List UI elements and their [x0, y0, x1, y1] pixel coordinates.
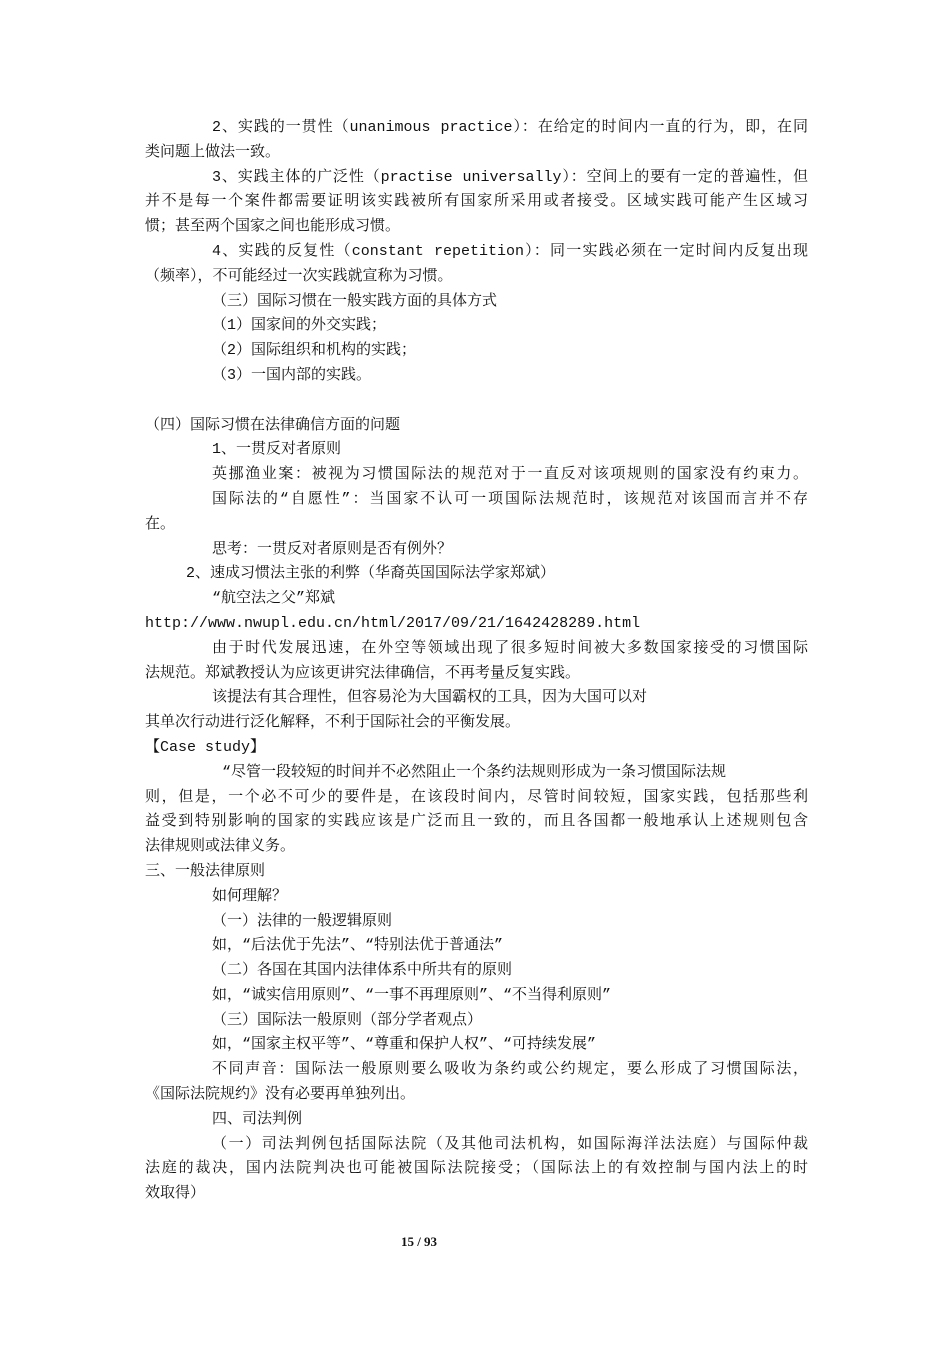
text-line: 2、实践的一贯性（unanimous practice）：在给定的时间内一直的行为，即，在同 [212, 119, 808, 136]
text-line: 由于时代发展迅速，在外空等领域出现了很多短时间被大多数国家接受的习惯国际 [212, 639, 808, 657]
text-line: 效取得） [145, 1185, 206, 1203]
list-item: （1）国家间的外交实践； [212, 317, 387, 335]
text-line: 不同声音：国际法一般原则要么吸收为条约或公约规定，要么形成了习惯国际法， [212, 1061, 808, 1079]
example-line: 如，“后法优于先法”、“特别法优于普通法” [212, 937, 504, 955]
item-heading: 2、速成习惯法主张的利弊（华裔英国国际法学家郑斌） [186, 565, 556, 583]
section-heading: 四、司法判例 [212, 1110, 303, 1128]
text-line: 并不是每一个案件都需要证明该实践被所有国家所采用或者接受。区域实践可能产生区域习 [145, 193, 808, 211]
example-line: 如，“国家主权平等”、“尊重和保护人权”、“可持续发展” [212, 1036, 597, 1054]
document-page [145, 116, 808, 1207]
example-line: 如，“诚实信用原则”、“一事不再理原则”、“不当得利原则” [212, 986, 612, 1004]
subsection-heading: （一）法律的一般逻辑原则 [212, 912, 393, 930]
item-heading: 1、一贯反对者原则 [212, 441, 342, 459]
case-study-label: 【Case study】 [145, 738, 266, 756]
text-line: 如何理解？ [212, 887, 288, 905]
text-line: 《国际法院规约》没有必要再单独列出。 [145, 1086, 416, 1104]
subsection-heading: （四）国际习惯在法律确信方面的问题 [145, 416, 401, 434]
subsection-heading: （二）各国在其国内法律体系中所共有的原则 [212, 962, 513, 980]
reference-url: http://www.nwupl.edu.cn/html/2017/09/21/1642428289.html [145, 614, 641, 632]
text-line: 法规范。郑斌教授认为应该更讲究法律确信，不再考量反复实践。 [145, 664, 581, 682]
text-line: 惯；甚至两个国家之间也能形成习惯。 [145, 218, 401, 236]
page-number: 15 / 93 [400, 1234, 438, 1249]
subsection-heading: （三）国际法一般原则（部分学者观点） [212, 1011, 483, 1029]
subsection-heading: （三）国际习惯在一般实践方面的具体方式 [212, 292, 498, 310]
quote-line: “尽管一段较短的时间并不必然阻止一个条约法规则形成为一条习惯国际法规 [222, 763, 727, 781]
text-line: 法庭的裁决，国内法院判决也可能被国际法院接受；（国际法上的有效控制与国内法上的时 [145, 1160, 808, 1178]
text-line: 思考：一贯反对者原则是否有例外？ [212, 540, 453, 558]
section-heading: 三、一般法律原则 [145, 862, 266, 880]
text-line: 类问题上做法一致。 [145, 143, 281, 161]
quote-line: 法律规则或法律义务。 [145, 838, 296, 856]
text-line: 4、实践的反复性（constant repetition）：同一实践必须在一定时间内反复出现 [212, 242, 808, 260]
text-line: 英挪渔业案：被视为习惯国际法的规范对于一直反对该项规则的国家没有约束力。 [212, 466, 808, 484]
text-line: 其单次行动进行泛化解释，不利于国际社会的平衡发展。 [145, 714, 521, 732]
list-item: （2）国际组织和机构的实践； [212, 342, 417, 360]
blank-line [145, 389, 808, 414]
text-line: 3、实践主体的广泛性（practise universally）：空间上的要有一定的普遍性，但 [212, 168, 808, 186]
quote-line: 益受到特别影响的国家的实践应该是广泛而且一致的，而且各国都一般地承认上述规则包含 [145, 813, 808, 831]
text-line: 在。 [145, 515, 176, 533]
list-item: （3）一国内部的实践。 [212, 366, 372, 384]
text-line: （一）司法判例包括国际法院（及其他司法机构，如国际海洋法法庭）与国际仲裁 [212, 1135, 808, 1153]
text-line: （频率），不可能经过一次实践就宣称为习惯。 [145, 267, 453, 285]
text-line: “航空法之父”郑斌 [212, 590, 336, 608]
quote-line: 则，但是，一个必不可少的要件是，在该段时间内，尽管时间较短，国家实践，包括那些利 [145, 788, 808, 806]
text-line: 国际法的“自愿性”：当国家不认可一项国际法规范时，该规范对该国而言并不存 [212, 490, 808, 508]
text-line: 该提法有其合理性，但容易沦为大国霸权的工具，因为大国可以对 [212, 689, 648, 707]
